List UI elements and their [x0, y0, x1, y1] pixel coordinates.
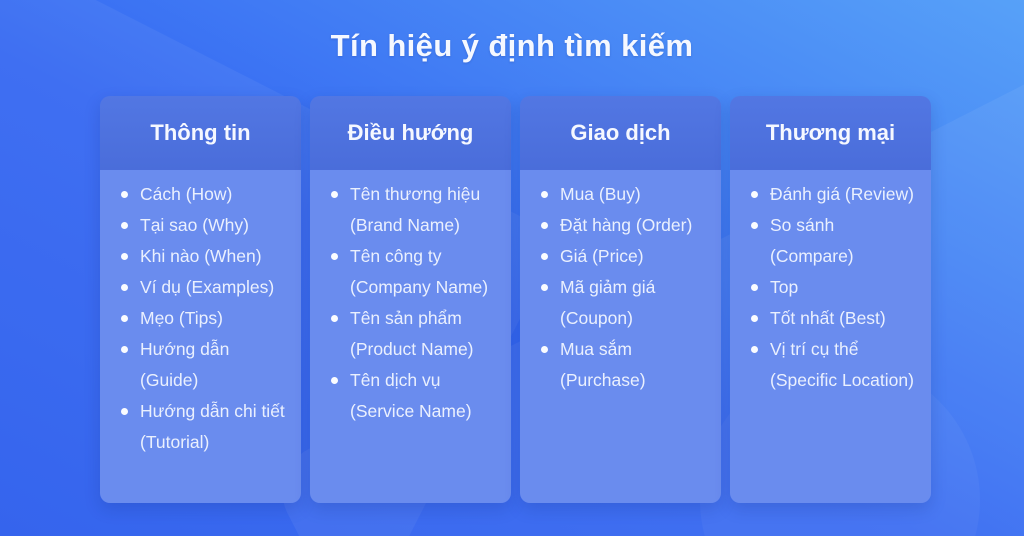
bullet-icon — [541, 253, 548, 260]
column-header — [100, 96, 301, 170]
bullet-icon — [331, 191, 338, 198]
list-item — [100, 179, 290, 210]
list-item — [100, 272, 290, 303]
keyword-label: Ví dụ (Examples) — [140, 277, 275, 297]
list-item — [310, 241, 500, 303]
bullet-icon — [541, 284, 548, 291]
keyword-label: Vị trí cụ thể (Specific Location) — [770, 339, 914, 390]
bullet-icon — [751, 191, 758, 198]
list-item — [310, 179, 500, 241]
column-header-label: Điều hướng — [347, 120, 474, 145]
list-item — [730, 272, 920, 303]
list-item — [100, 396, 290, 458]
bullet-icon — [121, 253, 128, 260]
intent-column-card — [100, 96, 301, 503]
keyword-label: Giá (Price) — [560, 246, 644, 266]
list-item — [310, 365, 500, 427]
bullet-icon — [331, 315, 338, 322]
bullet-icon — [331, 377, 338, 384]
keyword-label: Mua (Buy) — [560, 184, 641, 204]
column-header-label: Thông tin — [150, 120, 251, 145]
list-item — [100, 210, 290, 241]
bullet-icon — [541, 222, 548, 229]
list-item — [520, 210, 710, 241]
list-item — [520, 334, 710, 396]
keyword-label: Hướng dẫn (Guide) — [140, 339, 230, 390]
bullet-icon — [751, 315, 758, 322]
bullet-icon — [121, 191, 128, 198]
bullet-icon — [121, 284, 128, 291]
list-item — [100, 241, 290, 272]
intent-column-card — [730, 96, 931, 503]
keyword-list — [310, 170, 511, 503]
keyword-label: Tên công ty (Company Name) — [350, 246, 489, 297]
list-item — [310, 303, 500, 365]
bullet-icon — [541, 191, 548, 198]
list-item — [730, 303, 920, 334]
list-item — [730, 210, 920, 272]
keyword-label: Đánh giá (Review) — [770, 184, 914, 204]
bullet-icon — [751, 284, 758, 291]
keyword-list — [100, 170, 301, 503]
list-item — [730, 179, 920, 210]
keyword-list — [730, 170, 931, 503]
bullet-icon — [121, 408, 128, 415]
keyword-label: So sánh (Compare) — [770, 215, 854, 266]
keyword-label: Mua sắm (Purchase) — [560, 339, 646, 390]
keyword-label: Cách (How) — [140, 184, 233, 204]
keyword-label: Mã giảm giá (Coupon) — [560, 277, 656, 328]
keyword-label: Tên dịch vụ (Service Name) — [350, 370, 472, 421]
keyword-label: Đặt hàng (Order) — [560, 215, 693, 235]
list-item — [730, 334, 920, 396]
bullet-icon — [121, 222, 128, 229]
column-header-label: Giao dịch — [570, 120, 671, 145]
bullet-icon — [751, 222, 758, 229]
page-title: Tín hiệu ý định tìm kiếm — [330, 28, 694, 63]
list-item — [100, 334, 290, 396]
keyword-label: Khi nào (When) — [140, 246, 262, 266]
keyword-list — [520, 170, 721, 503]
bullet-icon — [121, 346, 128, 353]
column-header-label: Thương mại — [765, 120, 896, 145]
keyword-label: Tên thương hiệu (Brand Name) — [350, 184, 481, 235]
column-header — [310, 96, 511, 170]
bullet-icon — [121, 315, 128, 322]
intent-columns-container — [100, 96, 931, 503]
keyword-label: Hướng dẫn chi tiết (Tutorial) — [140, 401, 285, 452]
list-item — [100, 303, 290, 334]
keyword-label: Tại sao (Why) — [140, 215, 249, 235]
intent-column-card — [310, 96, 511, 503]
keyword-label: Tên sản phẩm (Product Name) — [350, 308, 474, 359]
column-header — [730, 96, 931, 170]
keyword-label: Mẹo (Tips) — [140, 308, 223, 328]
keyword-label: Top — [770, 277, 799, 297]
list-item — [520, 241, 710, 272]
list-item — [520, 272, 710, 334]
intent-column-card — [520, 96, 721, 503]
bullet-icon — [331, 253, 338, 260]
list-item — [520, 179, 710, 210]
keyword-label: Tốt nhất (Best) — [770, 308, 886, 328]
column-header — [520, 96, 721, 170]
bullet-icon — [751, 346, 758, 353]
bullet-icon — [541, 346, 548, 353]
